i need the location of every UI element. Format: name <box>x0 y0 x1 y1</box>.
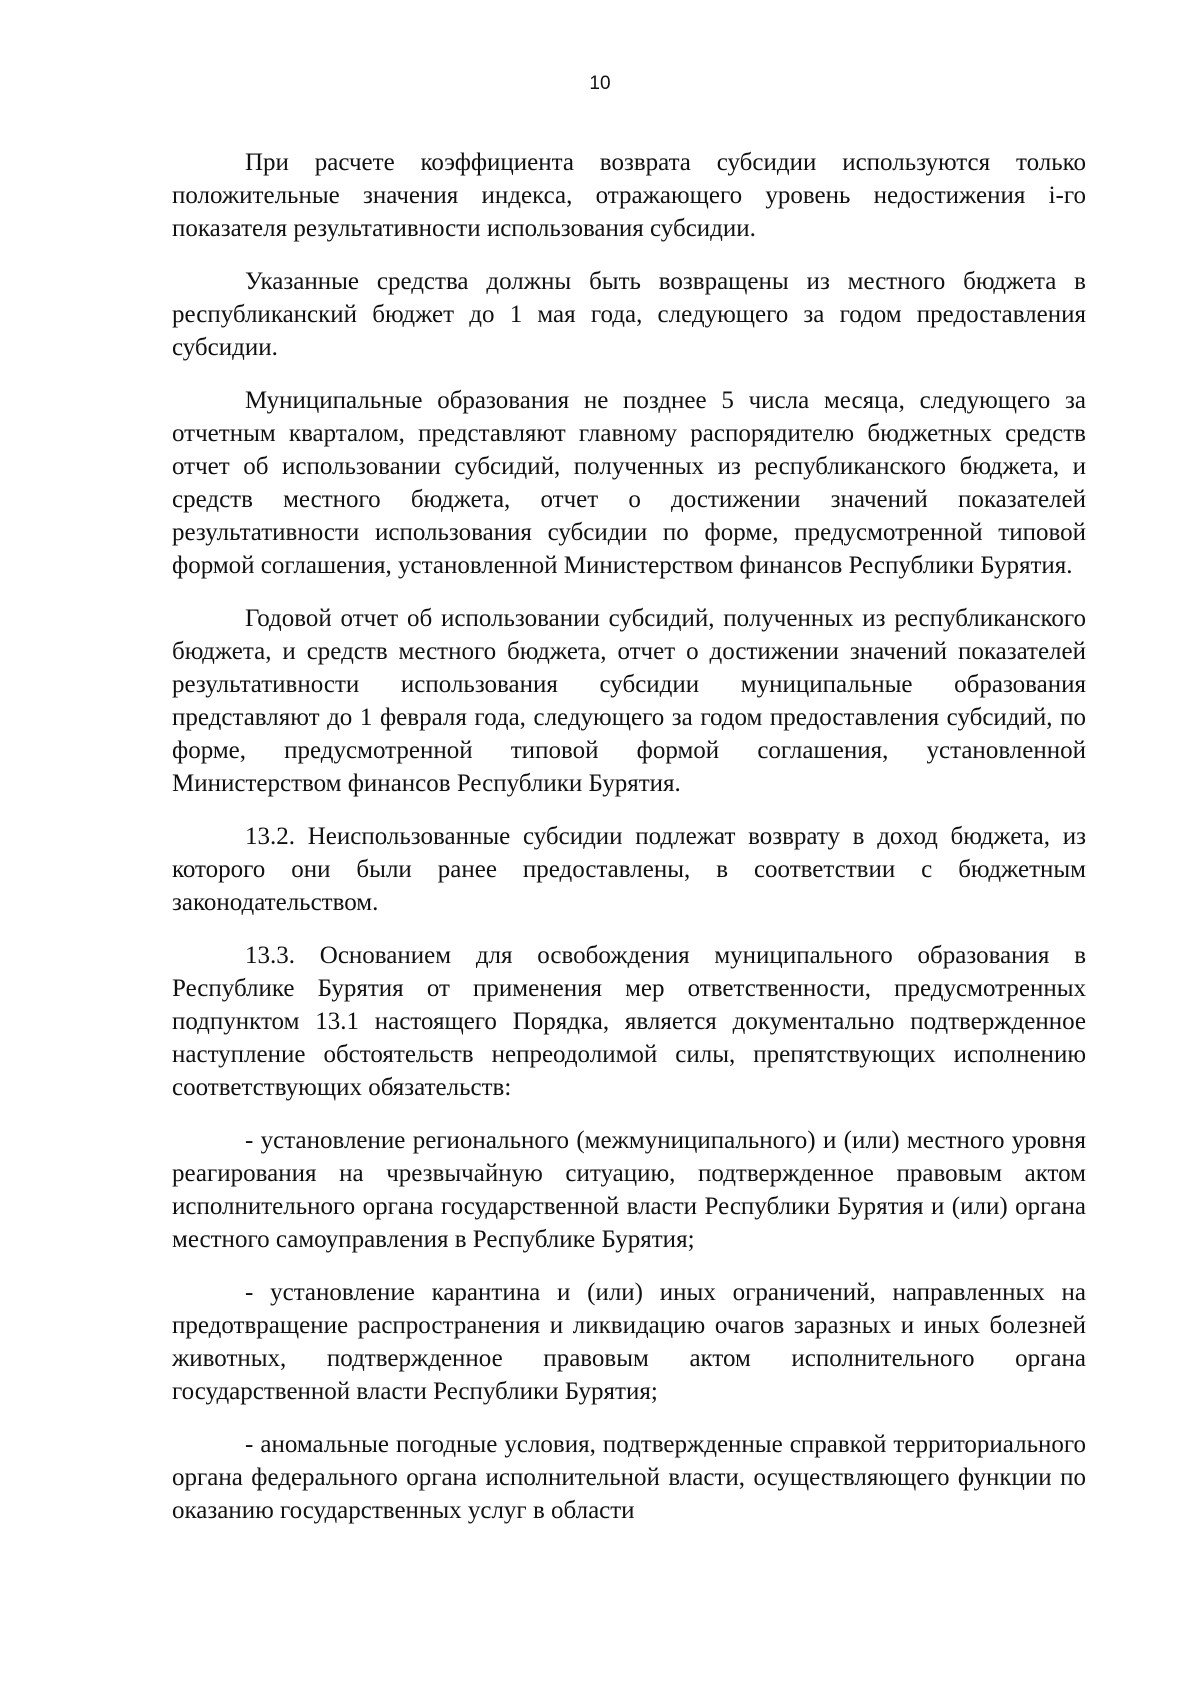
list-item-weather-conditions: - аномальные погодные условия, подтвержденные справкой территориального органа федерального органа исполнительной власти, осуществляющего функции по оказанию государственных услуг в области <box>172 1431 1086 1524</box>
paragraph-section-13-3: 13.3. Основанием для освобождения муниципального образования в Республике Бурятия от применения мер ответственности, предусмотренных подпунктом 13.1 настоящего Порядка, является документально подтвержденное наступление обстоятельств непреодолимой силы, препятствующих исполнению соответствующих обязательств: <box>172 942 1086 1101</box>
paragraph-quarterly-report: Муниципальные образования не позднее 5 числа месяца, следующего за отчетным кварталом, представляют главному распорядителю бюджетных средств отчет об использовании субсидий, полученных из республиканского бюджета, и средств местного бюджета, отчет о достижении значений показателей результативности использования субсидии по форме, предусмотренной типовой формой соглашения, установленной Министерством финансов Республики Бурятия. <box>172 387 1086 579</box>
list-item-emergency-response: - установление регионального (межмуниципального) и (или) местного уровня реагирования на чрезвычайную ситуацию, подтвержденное правовым актом исполнительного органа государственной власти Республики Бурятия и (или) органа местного самоуправления в Республике Бурятия; <box>172 1127 1086 1253</box>
paragraph-coefficient-note: При расчете коэффициента возврата субсидии используются только положительные значения индекса, отражающего уровень недостижения i-го показателя результативности использования субсидии. <box>172 149 1086 242</box>
paragraph-annual-report: Годовой отчет об использовании субсидий, полученных из республиканского бюджета, и средств местного бюджета, отчет о достижении значений показателей результативности использования субсидии муниципальные образования представляют до 1 февраля года, следующего за годом предоставления субсидий, по форме, предусмотренной типовой формой соглашения, установленной Министерством финансов Республики Бурятия. <box>172 605 1086 797</box>
paragraph-section-13-2: 13.2. Неиспользованные субсидии подлежат возврату в доход бюджета, из которого они были ранее предоставлены, в соответствии с бюджетным законодательством. <box>172 823 1086 916</box>
page-number: 10 <box>589 73 611 94</box>
list-item-quarantine: - установление карантина и (или) иных ограничений, направленных на предотвращение распространения и ликвидацию очагов заразных и иных болезней животных, подтвержденное правовым актом исполнительного органа государственной власти Республики Бурятия; <box>172 1279 1086 1405</box>
paragraph-funds-return: Указанные средства должны быть возвращены из местного бюджета в республиканский бюджет до 1 мая года, следующего за годом предоставления субсидии. <box>172 268 1086 361</box>
document-body <box>172 146 1086 1547</box>
